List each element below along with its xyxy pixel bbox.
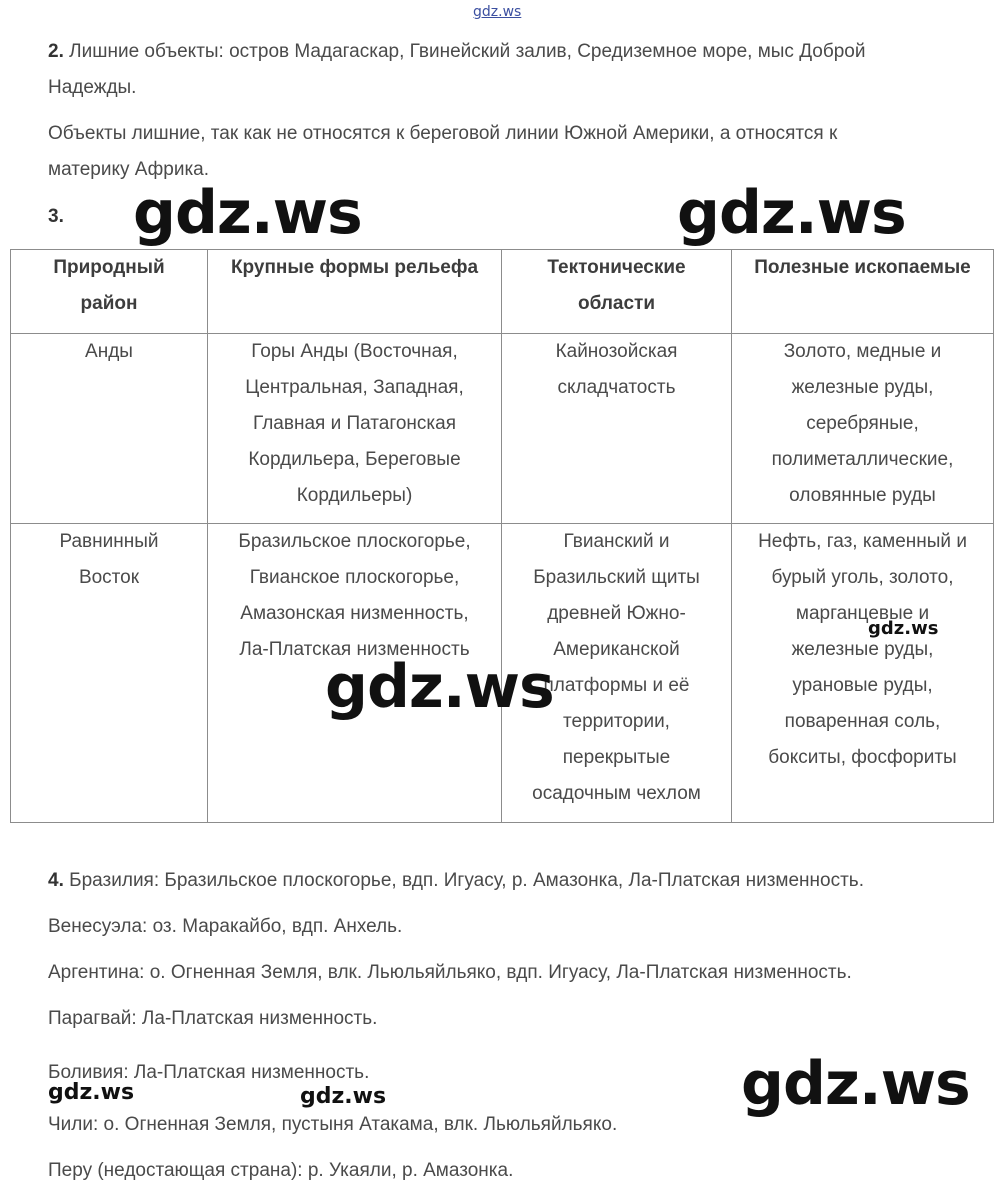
header-tectonics-line1: Тектонические bbox=[547, 257, 686, 278]
cell-line: серебряные, bbox=[806, 413, 919, 434]
cell-minerals bbox=[732, 334, 994, 524]
cell-line: территории, bbox=[563, 711, 670, 732]
q2-expl-line1: Объекты лишние, так как не относятся к береговой линии Южной Америки, а относятся к bbox=[48, 123, 838, 144]
header-region bbox=[11, 250, 208, 334]
watermark-1: gdz.ws bbox=[133, 178, 362, 248]
cell-line: Нефть, газ, каменный и bbox=[758, 531, 967, 552]
q2-expl-line2: материку Африка. bbox=[48, 159, 210, 180]
cell-region bbox=[11, 524, 208, 823]
cell-line: оловянные руды bbox=[789, 485, 936, 506]
q2-text-line1: Лишние объекты: остров Мадагаскар, Гвинейский залив, Средиземное море, мыс Доброй bbox=[69, 41, 866, 62]
cell-line: поваренная соль, bbox=[784, 711, 941, 732]
cell-line: Амазонская низменность, bbox=[240, 603, 469, 624]
cell-line: Главная и Патагонская bbox=[252, 413, 456, 434]
q4-argentina: Аргентина: о. Огненная Земля, влк. Льюльяйльяко, вдп. Игуасу, Ла-Платская низменность. bbox=[48, 962, 852, 983]
watermark-6: gdz.ws bbox=[300, 1084, 387, 1109]
cell-line: Анды bbox=[85, 341, 133, 362]
q2-text-line2: Надежды. bbox=[48, 77, 137, 98]
watermark-7: gdz.ws bbox=[741, 1049, 970, 1119]
header-relief bbox=[208, 250, 502, 334]
watermark-top: gdz.ws bbox=[473, 4, 522, 20]
cell-line: марганцевые и bbox=[795, 603, 930, 624]
cell-line: Бразильский щиты bbox=[533, 567, 700, 588]
header-tectonics-line2: области bbox=[577, 293, 656, 314]
q4-number: 4. bbox=[48, 870, 64, 891]
q4-paraguay: Парагвай: Ла-Платская низменность. bbox=[48, 1008, 378, 1029]
cell-line: Центральная, Западная, bbox=[245, 377, 464, 398]
cell-line: Кайнозойская bbox=[555, 341, 678, 362]
cell-line: железные руды, bbox=[791, 377, 934, 398]
cell-line: Равнинный bbox=[59, 531, 159, 552]
cell-line: Американской bbox=[553, 639, 680, 660]
header-relief-line1: Крупные формы рельефа bbox=[230, 257, 479, 278]
q4-venezuela: Венесуэла: оз. Маракайбо, вдп. Анхель. bbox=[48, 916, 403, 937]
watermark-5: gdz.ws bbox=[48, 1080, 135, 1105]
cell-line: Горы Анды (Восточная, bbox=[251, 341, 458, 362]
cell-line: бурый уголь, золото, bbox=[771, 567, 954, 588]
cell-line: урановые руды, bbox=[792, 675, 933, 696]
cell-line: древней Южно- bbox=[547, 603, 686, 624]
watermark-3: gdz.ws bbox=[325, 652, 554, 722]
header-region-line1: Природный bbox=[53, 257, 165, 278]
cell-line: Бразильское плоскогорье, bbox=[238, 531, 471, 552]
cell-line: бокситы, фосфориты bbox=[768, 747, 957, 768]
cell-line: Восток bbox=[78, 567, 140, 588]
table-header-row bbox=[11, 250, 994, 334]
cell-line: складчатость bbox=[557, 377, 676, 398]
q4-chile: Чили: о. Огненная Земля, пустыня Атакама, влк. Льюльяйльяко. bbox=[48, 1114, 618, 1135]
header-tectonics bbox=[502, 250, 732, 334]
q4-brazil-text: Бразилия: Бразильское плоскогорье, вдп. Игуасу, р. Амазонка, Ла-Платская низменность. bbox=[69, 870, 864, 891]
watermark-2: gdz.ws bbox=[677, 178, 906, 248]
cell-relief bbox=[208, 334, 502, 524]
cell-line: Кордильера, Береговые bbox=[248, 449, 461, 470]
q4-bolivia: Боливия: Ла-Платская низменность. bbox=[48, 1062, 370, 1083]
cell-region bbox=[11, 334, 208, 524]
q3-number: 3. bbox=[48, 206, 64, 227]
cell-minerals bbox=[732, 524, 994, 823]
q4-brazil bbox=[48, 863, 963, 899]
cell-line: платформы и её bbox=[543, 675, 690, 696]
relief-table bbox=[10, 249, 994, 823]
table-row bbox=[11, 334, 994, 524]
watermark-4: gdz.ws bbox=[868, 618, 939, 639]
q4-peru: Перу (недостающая страна): р. Укаяли, р. Амазонка. bbox=[48, 1160, 514, 1181]
cell-line: Золото, медные и bbox=[783, 341, 942, 362]
cell-tectonics bbox=[502, 334, 732, 524]
cell-line: Кордильеры) bbox=[296, 485, 413, 506]
cell-line: Гвианский и bbox=[563, 531, 670, 552]
cell-line: Гвианское плоскогорье, bbox=[249, 567, 460, 588]
header-minerals-line1: Полезные ископаемые bbox=[754, 257, 971, 278]
header-minerals bbox=[732, 250, 994, 334]
q2-number: 2. bbox=[48, 41, 64, 62]
cell-line: железные руды, bbox=[791, 639, 934, 660]
header-region-line2: район bbox=[80, 293, 138, 314]
cell-line: полиметаллические, bbox=[771, 449, 954, 470]
cell-line: Ла-Платская низменность bbox=[239, 639, 470, 660]
cell-line: перекрытые bbox=[562, 747, 671, 768]
cell-line: осадочным чехлом bbox=[532, 783, 701, 804]
q2-paragraph bbox=[48, 34, 963, 106]
